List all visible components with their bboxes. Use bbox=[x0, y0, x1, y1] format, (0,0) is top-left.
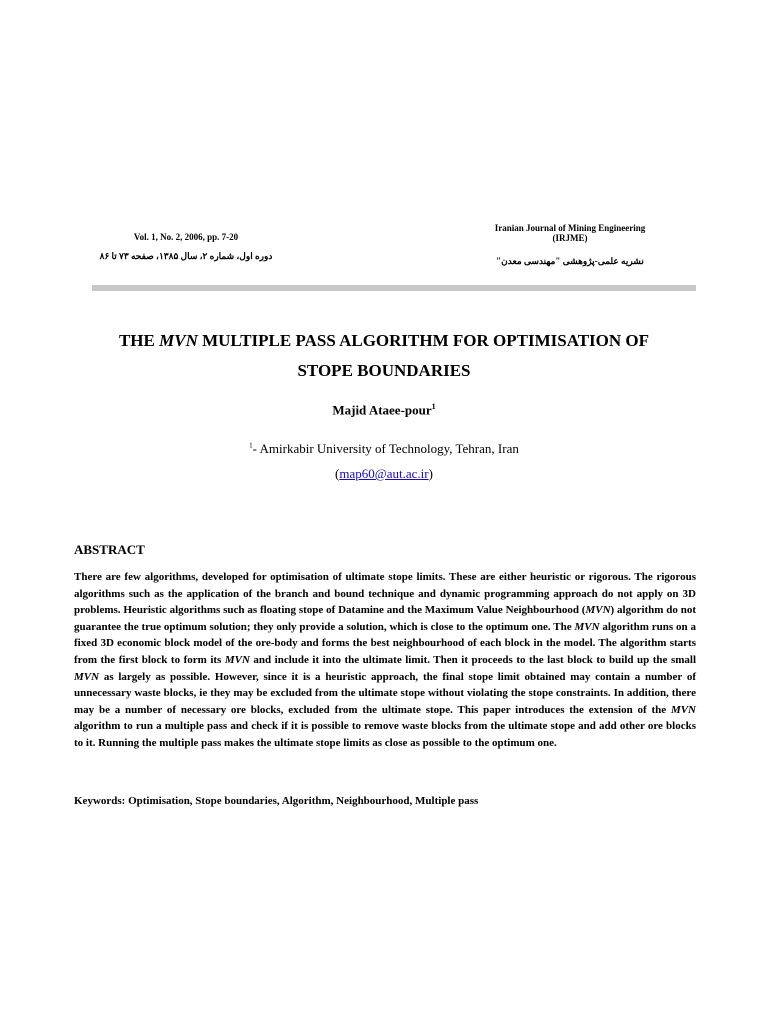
title-mvn: MVN bbox=[159, 331, 198, 350]
paper-title bbox=[80, 326, 688, 386]
author-email bbox=[0, 466, 768, 482]
keywords: Keywords: Optimisation, Stope boundaries, Algorithm, Neighbourhood, Multiple pass bbox=[74, 795, 479, 807]
volume-text: Vol. 1, No. 2, 2006, pp. 7-20 bbox=[133, 232, 239, 242]
affiliation bbox=[0, 441, 768, 457]
abstract-mvn: MVN bbox=[224, 653, 250, 666]
abstract-body bbox=[74, 569, 696, 752]
abstract-mvn: MVN bbox=[585, 604, 611, 617]
title-part1: THE bbox=[118, 331, 160, 350]
abstract-heading: ABSTRACT bbox=[74, 542, 145, 557]
abstract-segment: There are few algorithms, developed for optimisation of ultimate stope limits. These are either heuristic or rigorous. The rigorous algorithms such as the application of the branch and bound technique and dynamic programming approach do not apply on 3D problems. Heuristic algorithms such as floating stope of Datamine and the Maximum Value Neighbourhood ( bbox=[74, 571, 696, 617]
email-close-paren: ) bbox=[428, 466, 433, 481]
journal-name-persian: نشریه علمی-پژوهشی "مهندسی معدن" bbox=[496, 256, 644, 266]
abstract-segment: algorithm runs on a fixed 3D economic block model of the ore-body and forms the best neighbourhood of each block in the model. The algorithm starts from the first block to form its bbox=[74, 620, 696, 666]
header-divider bbox=[92, 285, 696, 291]
email-open-paren: ( bbox=[335, 466, 340, 481]
title-part2: MULTIPLE PASS ALGORITHM FOR OPTIMISATION OF bbox=[197, 331, 650, 350]
volume-text-persian: دوره اول، شماره ۲، سال ۱۳۸۵، صفحه ۷۳ تا ۸۶ bbox=[99, 251, 273, 261]
journal-name: Iranian Journal of Mining Engineering bbox=[494, 223, 646, 233]
email-link[interactable]: map60@aut.ac.ir bbox=[339, 466, 429, 481]
author-name bbox=[0, 402, 768, 418]
journal-name-info bbox=[470, 223, 670, 267]
abstract-segment: ) algorithm do not guarantee the true optimum solution; they only provide a solution, which is close to the optimum one. The bbox=[74, 604, 697, 633]
abstract-mvn: MVN bbox=[574, 620, 600, 633]
affiliation-superscript: 1 bbox=[249, 441, 253, 450]
abstract-mvn: MVN bbox=[670, 703, 696, 716]
abstract-segment: and include it into the ultimate limit. Then it proceeds to the last block to build up the small bbox=[249, 653, 696, 666]
author-superscript: 1 bbox=[431, 402, 436, 411]
abstract-mvn: MVN bbox=[74, 670, 100, 683]
affiliation-text: - Amirkabir University of Technology, Tehran, Iran bbox=[252, 441, 519, 456]
author-name-text: Majid Ataee-pour bbox=[332, 402, 432, 418]
title-line2: STOPE BOUNDARIES bbox=[297, 361, 471, 380]
journal-volume-info bbox=[96, 232, 276, 262]
journal-abbrev: (IRJME) bbox=[552, 233, 588, 243]
abstract-segment: as largely as possible. However, since it is a heuristic approach, the final stope limit obtained may contain a number of unnecessary waste blocks, ie they may be excluded from the ultimate stope without violating the stope constraints. In addition, there may be a number of necessary ore blocks, excluded from the ultimate stope. This paper introduces the extension of the bbox=[74, 670, 696, 716]
abstract-segment: algorithm to run a multiple pass and check if it is possible to remove waste blocks from the ultimate stope and add other ore blocks to it. Running the multiple pass makes the ultimate stope limits as close as possible to the optimum one. bbox=[74, 720, 696, 749]
